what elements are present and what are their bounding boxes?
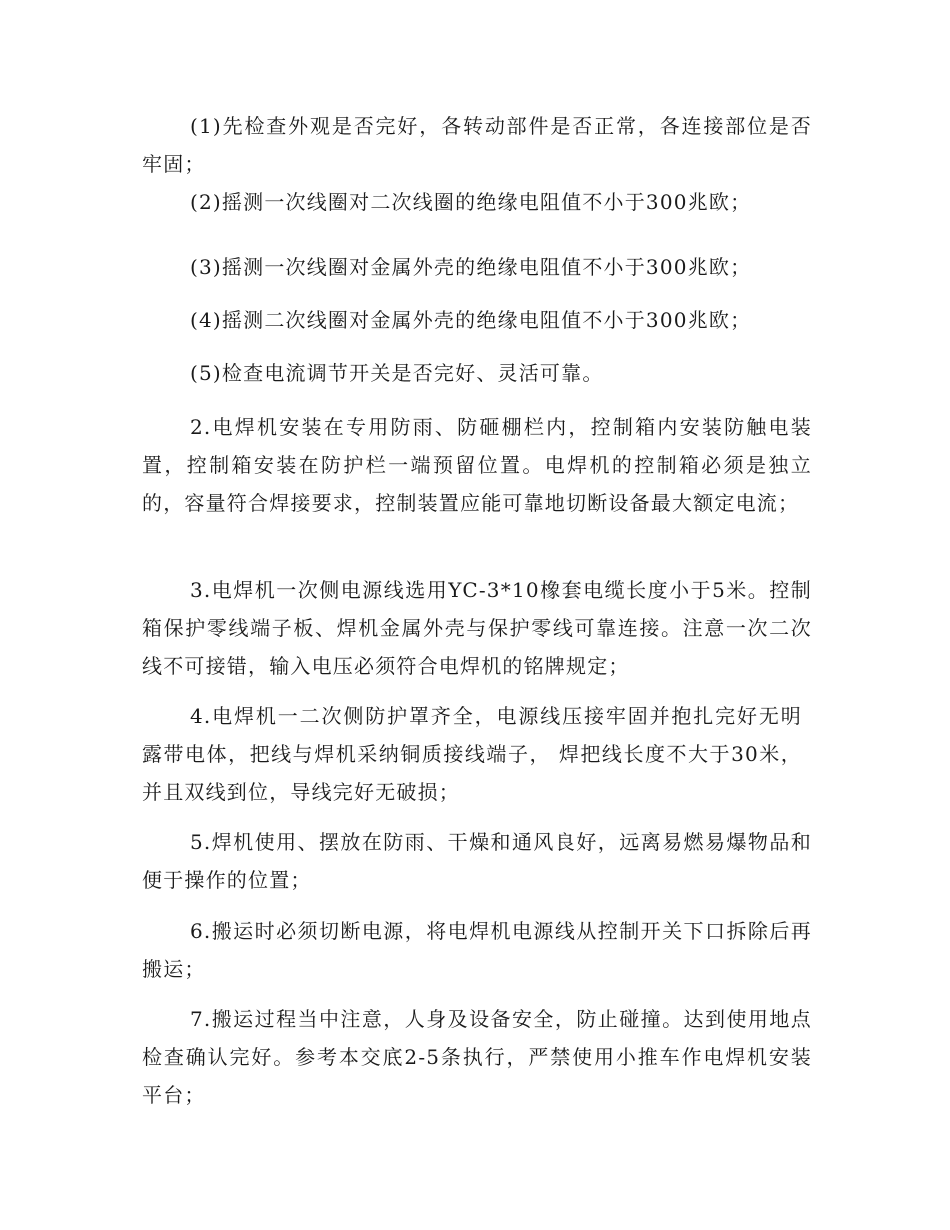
paragraph-item-7: 7.搬运过程当中注意，人身及设备安全，防止碰撞。达到使用地点检查确认完好。参考本交底2-5条执行，严禁使用小推车作电焊机安装平台； [142, 1007, 812, 1107]
paragraph-item-5: 5.焊机使用、摆放在防雨、干燥和通风良好，远离易燃易爆物品和便于操作的位置； [142, 830, 812, 892]
paragraph-check-5: (5)检查电流调节开关是否完好、灵活可靠。 [190, 361, 604, 385]
paragraph-check-1: (1)先检查外观是否完好，各转动部件是否正常，各连接部位是否牢固； [142, 114, 812, 176]
paragraph-item-6: 6.搬运时必须切断电源，将电焊机电源线从控制开关下口拆除后再搬运； [142, 919, 812, 981]
paragraph-check-4: (4)摇测二次线圈对金属外壳的绝缘电阻值不小于300兆欧； [190, 308, 752, 332]
paragraph-check-2: (2)摇测一次线圈对二次线圈的绝缘电阻值不小于300兆欧； [190, 190, 752, 214]
paragraph-item-3: 3.电焊机一次侧电源线选用YC-3*10橡套电缆长度小于5米。控制箱保护零线端子板、焊机金属外壳与保护零线可靠连接。注意一次二次线不可接错，输入电压必须符合电焊机的铭牌规定； [142, 578, 812, 678]
paragraph-item-4: 4.电焊机一二次侧防护罩齐全，电源线压接牢固并抱扎完好无明露带电体，把线与焊机采纳铜质接线端子， 焊把线长度不大于30米，并且双线到位，导线完好无破损； [142, 704, 802, 804]
paragraph-item-2: 2.电焊机安装在专用防雨、防砸棚栏内，控制箱内安装防触电装置，控制箱安装在防护栏一端预留位置。电焊机的控制箱必须是独立的，容量符合焊接要求，控制装置应能可靠地切断设备最大额定电流； [142, 415, 812, 515]
paragraph-check-3: (3)摇测一次线圈对金属外壳的绝缘电阻值不小于300兆欧； [190, 255, 752, 279]
